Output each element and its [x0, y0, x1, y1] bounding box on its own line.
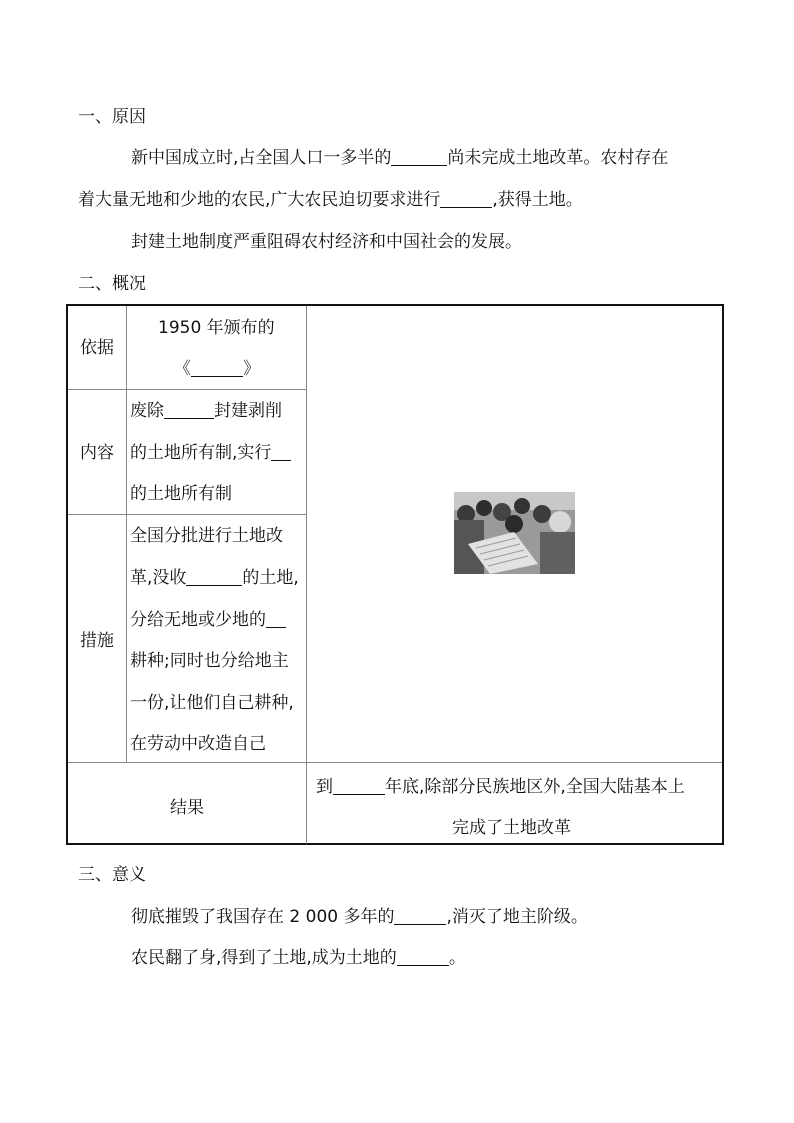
significance-paragraph-1 — [131, 906, 588, 928]
historical-photo — [454, 492, 575, 574]
basis-label: 依据 — [80, 338, 114, 358]
measures-line-1: 全国分批进行土地改 — [130, 526, 283, 546]
fill-blank[interactable] — [391, 149, 447, 166]
fill-blank[interactable] — [266, 611, 286, 628]
text: 分给无地或少地的 — [130, 610, 266, 630]
text: 到 — [316, 777, 333, 797]
table-divider — [68, 389, 306, 390]
measures-line-6: 在劳动中改造自己 — [130, 734, 266, 754]
content-line-2 — [130, 442, 291, 464]
measures-line-3 — [130, 609, 286, 631]
text: 《 — [174, 359, 191, 379]
content-label: 内容 — [80, 443, 114, 463]
text: 彻底摧毁了我国存在 2 000 多年的 — [131, 907, 395, 927]
text: 。 — [448, 948, 466, 968]
fill-blank[interactable] — [394, 908, 446, 925]
measures-line-4: 耕种;同时也分给地主 — [130, 651, 289, 671]
table-divider — [68, 762, 722, 763]
fill-blank[interactable] — [164, 402, 214, 419]
fill-blank[interactable] — [397, 949, 449, 966]
section-overview-title: 二、概况 — [78, 274, 146, 294]
content-line-1 — [130, 400, 282, 422]
content-line-3: 的土地所有制 — [130, 484, 232, 504]
table-divider — [68, 514, 306, 515]
fill-blank[interactable] — [271, 444, 291, 461]
basis-line-2 — [174, 358, 260, 380]
fill-blank[interactable] — [440, 191, 492, 208]
result-line-1 — [316, 776, 685, 798]
text: 新中国成立时,占全国人口一多半的 — [131, 148, 392, 168]
section-cause-title: 一、原因 — [78, 107, 146, 127]
table-divider — [306, 306, 307, 844]
text: 的土地所有制,实行 — [130, 443, 272, 463]
cause-paragraph-2: 封建土地制度严重阻碍农村经济和中国社会的发展。 — [131, 232, 522, 252]
fill-blank[interactable] — [186, 569, 242, 586]
text: 》 — [243, 359, 260, 379]
fill-blank[interactable] — [333, 778, 385, 795]
result-label: 结果 — [170, 798, 204, 818]
table-divider — [126, 306, 127, 762]
text: 废除 — [130, 401, 164, 421]
measures-line-5: 一份,让他们自己耕种, — [130, 693, 294, 713]
significance-paragraph-2 — [131, 947, 466, 969]
text: 农民翻了身,得到了土地,成为土地的 — [131, 948, 397, 968]
cause-paragraph-1-line-1 — [131, 147, 668, 169]
photo-image — [454, 492, 575, 574]
text: 尚未完成土地改革。农村存在 — [447, 148, 669, 168]
result-line-2: 完成了土地改革 — [452, 818, 571, 838]
text: 的土地, — [242, 568, 299, 588]
text: 着大量无地和少地的农民,广大农民迫切要求进行 — [78, 190, 441, 210]
basis-line-1: 1950 年颁布的 — [158, 318, 275, 338]
text: ,获得土地。 — [492, 190, 583, 210]
text: 革,没收 — [130, 568, 187, 588]
text: 年底,除部分民族地区外,全国大陆基本上 — [385, 777, 685, 797]
text: 封建剥削 — [214, 401, 282, 421]
cause-paragraph-1-line-2 — [78, 189, 583, 211]
section-significance-title: 三、意义 — [78, 865, 146, 885]
measures-line-2 — [130, 567, 299, 589]
text: ,消灭了地主阶级。 — [446, 907, 588, 927]
fill-blank[interactable] — [191, 360, 243, 377]
measures-label: 措施 — [80, 631, 114, 651]
